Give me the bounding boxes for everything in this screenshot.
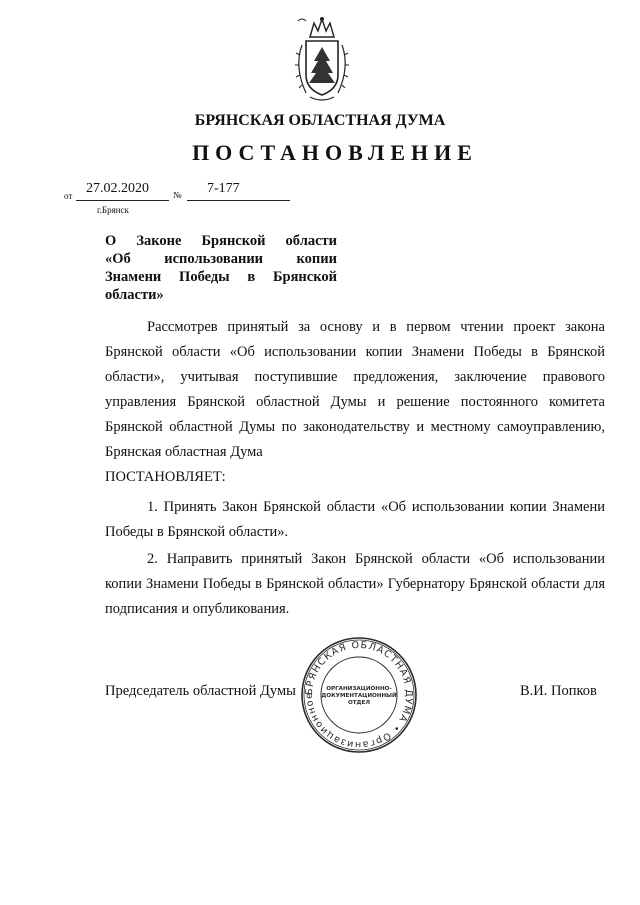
document-date: 27.02.2020 <box>86 181 149 196</box>
svg-text:БРЯНСКАЯ ОБЛАСТНАЯ ДУМА • Орга: БРЯНСКАЯ ОБЛАСТНАЯ ДУМА • Организационное <box>303 639 415 751</box>
date-underline <box>76 200 169 201</box>
resolution-item-1: 1. Принять Закон Брянской области «Об использовании копии Знамени Победы в Брянской области». <box>105 499 605 540</box>
resolution-item-2: 2. Направить принятый Закон Брянской области «Об использовании копии Знамени Победы в Брянской области» Губернатору Брянской области для подписания и опубликования. <box>105 551 605 617</box>
preamble-paragraph: Рассмотрев принятый за основу и в первом чтении проект закона Брянской области «Об использовании копии Знамени Победы в Брянской области», учитывая поступившие предложения, заключение правового управления Брянской областной Думы и решение постоянного комитета Брянской областной Думы по законодательству и местному самоуправлению, Брянская областная Дума <box>105 319 605 460</box>
svg-text:ОТДЕЛ: ОТДЕЛ <box>347 700 371 706</box>
number-label: № <box>173 190 182 200</box>
subject-line: О Законе Брянской области <box>105 233 337 249</box>
coat-of-arms-icon <box>292 15 352 103</box>
document-number: 7-177 <box>207 181 240 196</box>
svg-text:ДОКУМЕНТАЦИОННЫЙ: ДОКУМЕНТАЦИОННЫЙ <box>321 693 397 699</box>
resolves-heading: ПОСТАНОВЛЯЕТ: <box>105 469 226 485</box>
svg-text:ОРГАНИЗАЦИОННО-: ОРГАНИЗАЦИОННО- <box>326 686 392 692</box>
signatory-position: Председатель областной Думы <box>105 683 296 699</box>
date-prefix-label: от <box>64 191 73 201</box>
organization-title: БРЯНСКАЯ ОБЛАСТНАЯ ДУМА <box>194 112 446 129</box>
city-label: г.Брянск <box>97 205 129 215</box>
document-type: ПОСТАНОВЛЕНИЕ <box>192 140 478 165</box>
subject-line: «Об использовании копии <box>105 251 337 267</box>
official-seal-stamp <box>300 636 418 754</box>
subject-line: Знамени Победы в Брянской <box>105 269 337 285</box>
signatory-name: В.И. Попков <box>520 683 597 699</box>
document-subject <box>105 232 337 304</box>
number-underline <box>187 200 290 201</box>
subject-line: области» <box>105 287 164 303</box>
